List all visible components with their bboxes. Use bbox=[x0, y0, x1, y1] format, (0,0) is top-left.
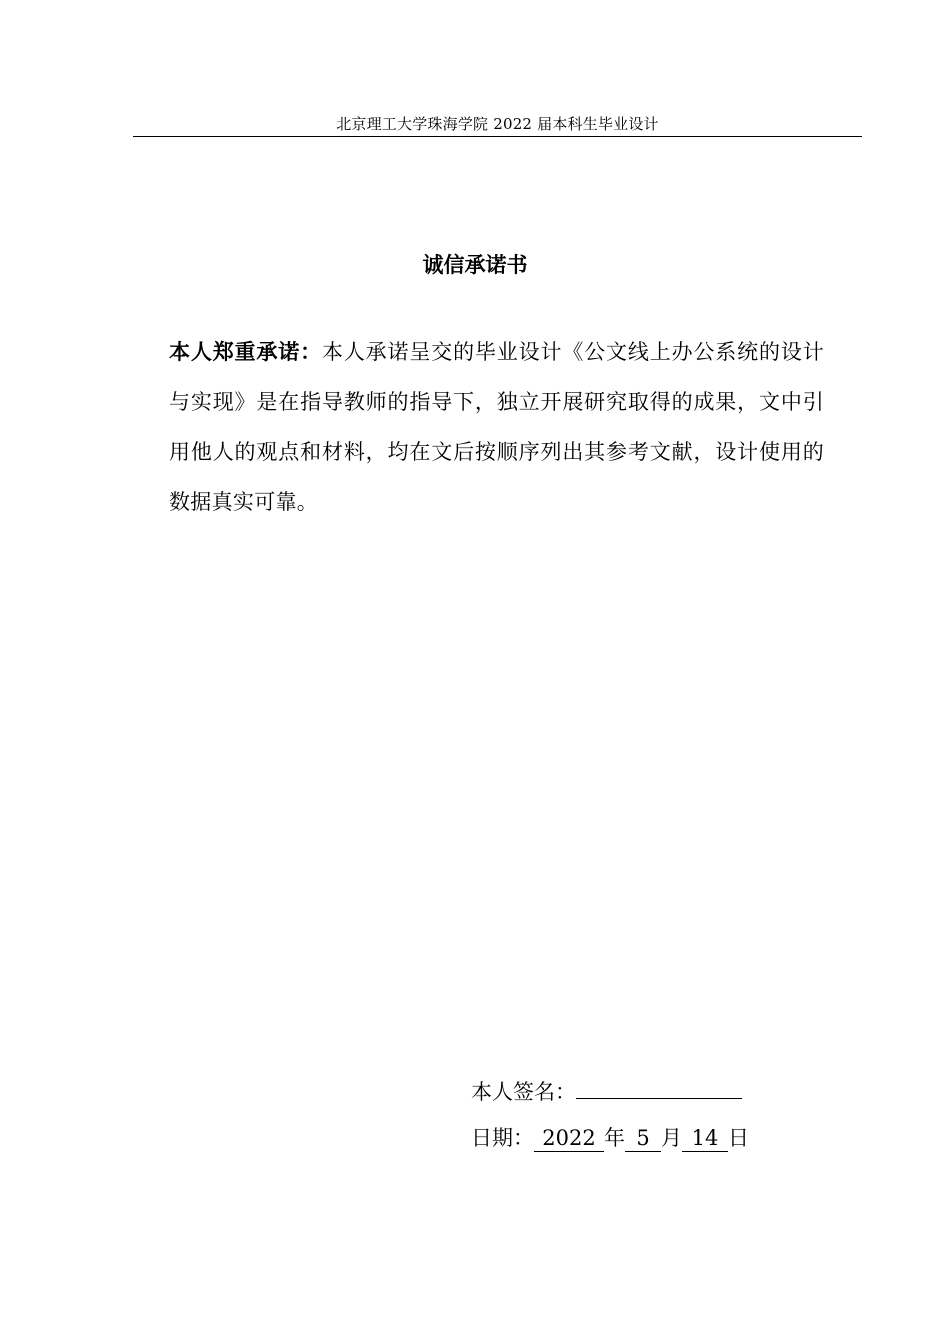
date-row bbox=[471, 1118, 749, 1158]
document-title: 诚信承诺书 bbox=[422, 253, 528, 277]
signature-blank bbox=[576, 1074, 742, 1099]
date-year: 2022 bbox=[534, 1125, 604, 1152]
date-day: 14 bbox=[682, 1125, 728, 1152]
date-day-unit: 日 bbox=[728, 1126, 749, 1150]
date-month-unit: 月 bbox=[661, 1126, 682, 1150]
date-label: 日期： bbox=[471, 1126, 534, 1150]
pledge-paragraph bbox=[169, 327, 824, 527]
signature-row bbox=[471, 1072, 749, 1112]
signature-block bbox=[471, 1072, 749, 1158]
signature-label: 本人签名： bbox=[471, 1080, 576, 1104]
date-year-unit: 年 bbox=[604, 1126, 625, 1150]
running-header: 北京理工大学珠海学院 2022 届本科生毕业设计 bbox=[336, 115, 659, 133]
date-month: 5 bbox=[625, 1125, 661, 1152]
header-divider bbox=[133, 136, 862, 137]
pledge-text: 本人承诺呈交的毕业设计《公文线上办公系统的设计与实现》是在指导教师的指导下，独立开展研究取得的成果，文中引用他人的观点和材料，均在文后按顺序列出其参考文献，设计使用的数据真实可靠。 bbox=[169, 340, 824, 514]
pledge-lead: 本人郑重承诺： bbox=[169, 340, 322, 364]
